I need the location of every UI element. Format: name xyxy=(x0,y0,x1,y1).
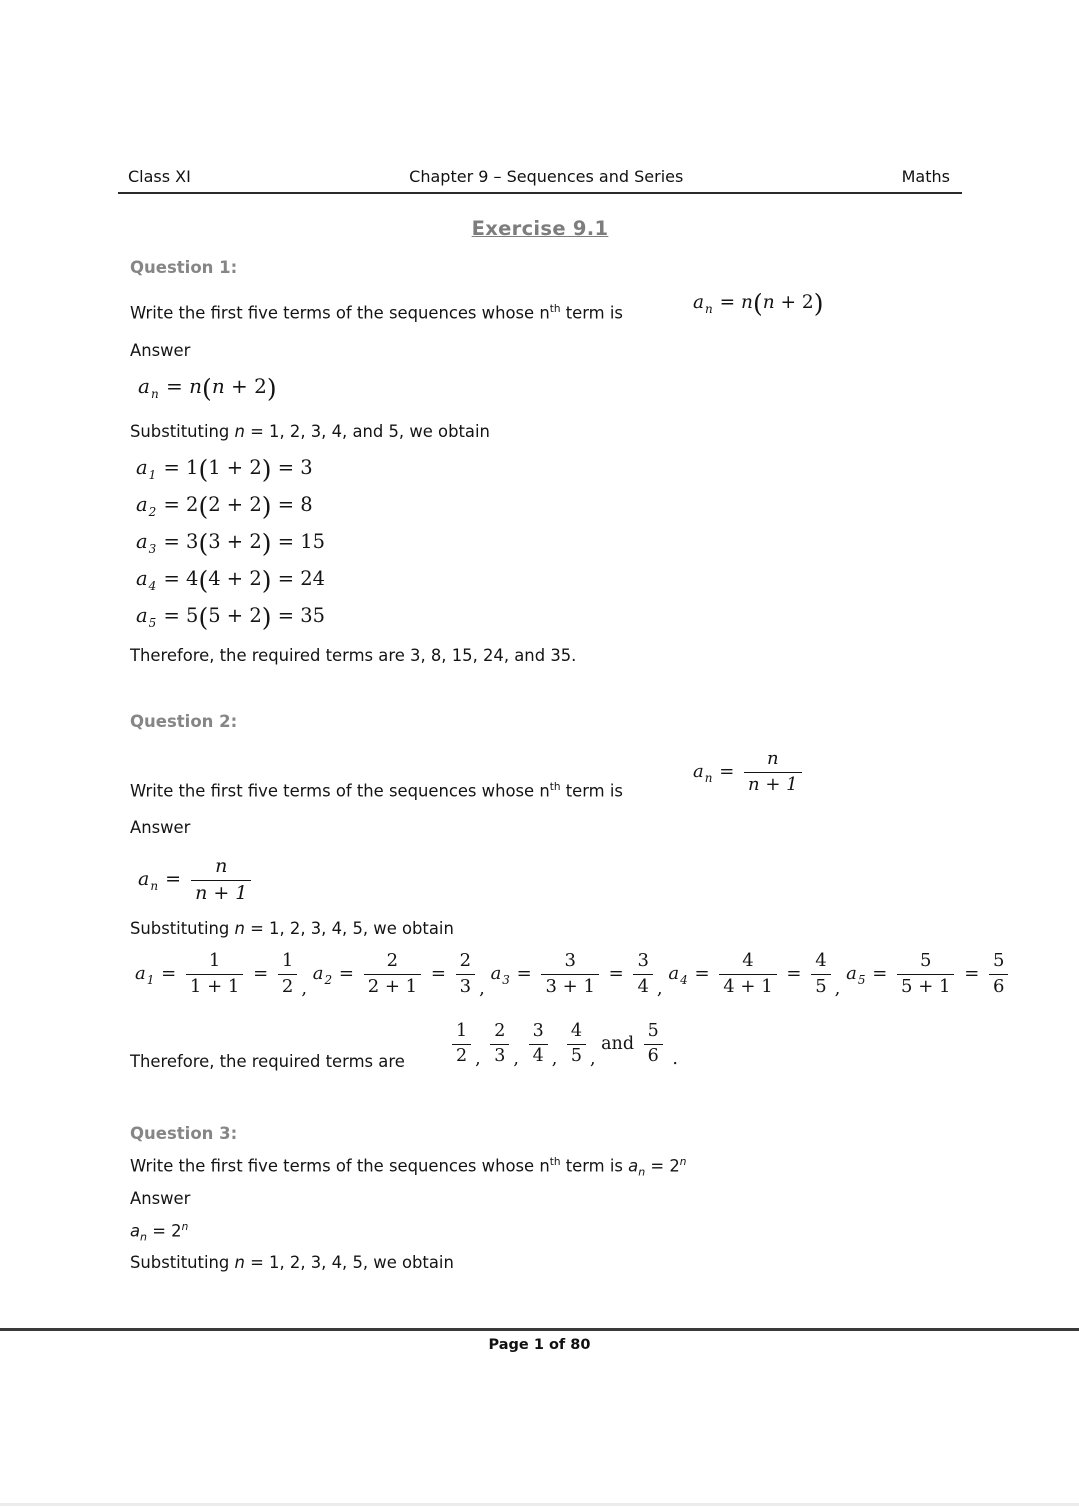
q3-formula-eq: = 2 xyxy=(147,1221,182,1241)
q1-equation-line: $a_3 = 3(3 + 2) = 15$ xyxy=(136,529,326,558)
q2-formula: $a_n$ = $\frac{n}{n + 1}$ xyxy=(138,854,255,911)
q3-inline-sub: n xyxy=(638,1165,646,1179)
q3-prompt-before: Write the first five terms of the sequences whose n xyxy=(130,1156,550,1176)
q1-equation-line: $a_2 = 2(2 + 2) = 8$ xyxy=(136,492,313,521)
header-rule xyxy=(118,192,962,194)
q3-substitution-line xyxy=(130,1253,454,1274)
q2-subst-before: Substituting xyxy=(130,919,235,938)
q1-conclusion: Therefore, the required terms are 3, 8, 15, 24, and 35. xyxy=(130,646,577,665)
q1-subst-before: Substituting xyxy=(130,422,235,441)
footer-rule xyxy=(0,1328,1079,1331)
question-3-label: Question 3: xyxy=(130,1124,238,1143)
page-number: Page 1 of 80 xyxy=(488,1337,591,1353)
q1-prompt-before: Write the first five terms of the sequences whose n xyxy=(130,303,550,323)
q2-prompt-text xyxy=(130,781,623,802)
q1-equation-line: $a_5 = 5(5 + 2) = 35$ xyxy=(136,603,326,632)
q3-answer-label: Answer xyxy=(130,1189,191,1208)
q2-subst-after: = 1, 2, 3, 4, 5, we obtain xyxy=(244,919,454,938)
q1-equation-line: $a_4 = 4(4 + 2) = 24$ xyxy=(136,566,326,595)
q3-subst-after: = 1, 2, 3, 4, 5, we obtain xyxy=(244,1253,454,1272)
exercise-title: Exercise 9.1 xyxy=(471,217,609,240)
q3-inline-sup: n xyxy=(679,1156,687,1168)
q2-prompt-before: Write the first five terms of the sequences whose n xyxy=(130,781,550,801)
header-class-label: Class XI xyxy=(128,167,191,186)
q1-answer-label: Answer xyxy=(130,341,191,360)
q1-prompt-text xyxy=(130,303,623,324)
q3-inline-var: a xyxy=(628,1156,639,1176)
header-subject-label: Maths xyxy=(901,167,950,186)
q3-subst-var: n xyxy=(234,1253,245,1272)
document-page xyxy=(118,0,1005,1507)
q1-substitution-line xyxy=(130,422,490,443)
q3-subst-before: Substituting xyxy=(130,1253,235,1272)
q1-subst-var: n xyxy=(234,422,245,441)
q1-prompt-th-superscript: th xyxy=(549,303,561,315)
q1-subst-after: = 1, 2, 3, 4, and 5, we obtain xyxy=(244,422,490,441)
q3-formula-var: a xyxy=(130,1221,141,1241)
q2-subst-var: n xyxy=(234,919,245,938)
q3-formula xyxy=(130,1221,188,1244)
q3-formula-sup: n xyxy=(181,1221,189,1233)
q2-answer-label: Answer xyxy=(130,818,191,837)
header-chapter-title: Chapter 9 – Sequences and Series xyxy=(409,167,684,186)
q2-prompt-formula: $a_n$ = $\frac{n}{n + 1}$ xyxy=(693,746,806,804)
page-bottom-edge xyxy=(0,1503,1079,1506)
q1-prompt-formula: $a_n = n(n + 2)$ xyxy=(693,289,824,318)
q1-formula: $a_n = n(n + 2)$ xyxy=(138,374,277,403)
question-2-label: Question 2: xyxy=(130,712,238,731)
q3-prompt-th-superscript: th xyxy=(549,1156,561,1168)
q3-prompt-after: term is xyxy=(560,1156,629,1176)
q2-prompt-th-superscript: th xyxy=(549,781,561,793)
q3-prompt-text xyxy=(130,1156,686,1179)
q2-terms-row: $a_1$ = $\frac{1}{1 + 1}$ = $\frac{1}{2}$ , $a_2$ = $\frac{2}{2 + 1}$ = $\frac{2}{3}$ , $a_3$ = $\frac{3}{3 + 1}$ = $\frac{3}{4}$ , $a_4$ = $\frac{4}{4 + 1}$ = $\frac{4}{5}$ , $a_5$ = $\frac{5}{5 + 1}$ = $\frac{5}{6}$ xyxy=(135,944,1012,1010)
q3-inline-eq: = 2 xyxy=(645,1156,680,1176)
q2-conclusion-fractions: $\frac{1}{2}$ , $\frac{2}{3}$ , $\frac{3}{4}$ , $\frac{4}{5}$ , and $\frac{5}{6}$ . xyxy=(448,1014,678,1074)
q3-formula-sub: n xyxy=(140,1230,148,1244)
question-1-label: Question 1: xyxy=(130,258,238,277)
q1-equation-line: $a_1 = 1(1 + 2) = 3$ xyxy=(136,455,313,484)
q2-prompt-after: term is xyxy=(560,781,623,801)
q1-prompt-after: term is xyxy=(560,303,623,323)
q2-conclusion-text: Therefore, the required terms are xyxy=(130,1052,405,1071)
q2-substitution-line xyxy=(130,919,454,940)
page-header xyxy=(118,167,962,186)
